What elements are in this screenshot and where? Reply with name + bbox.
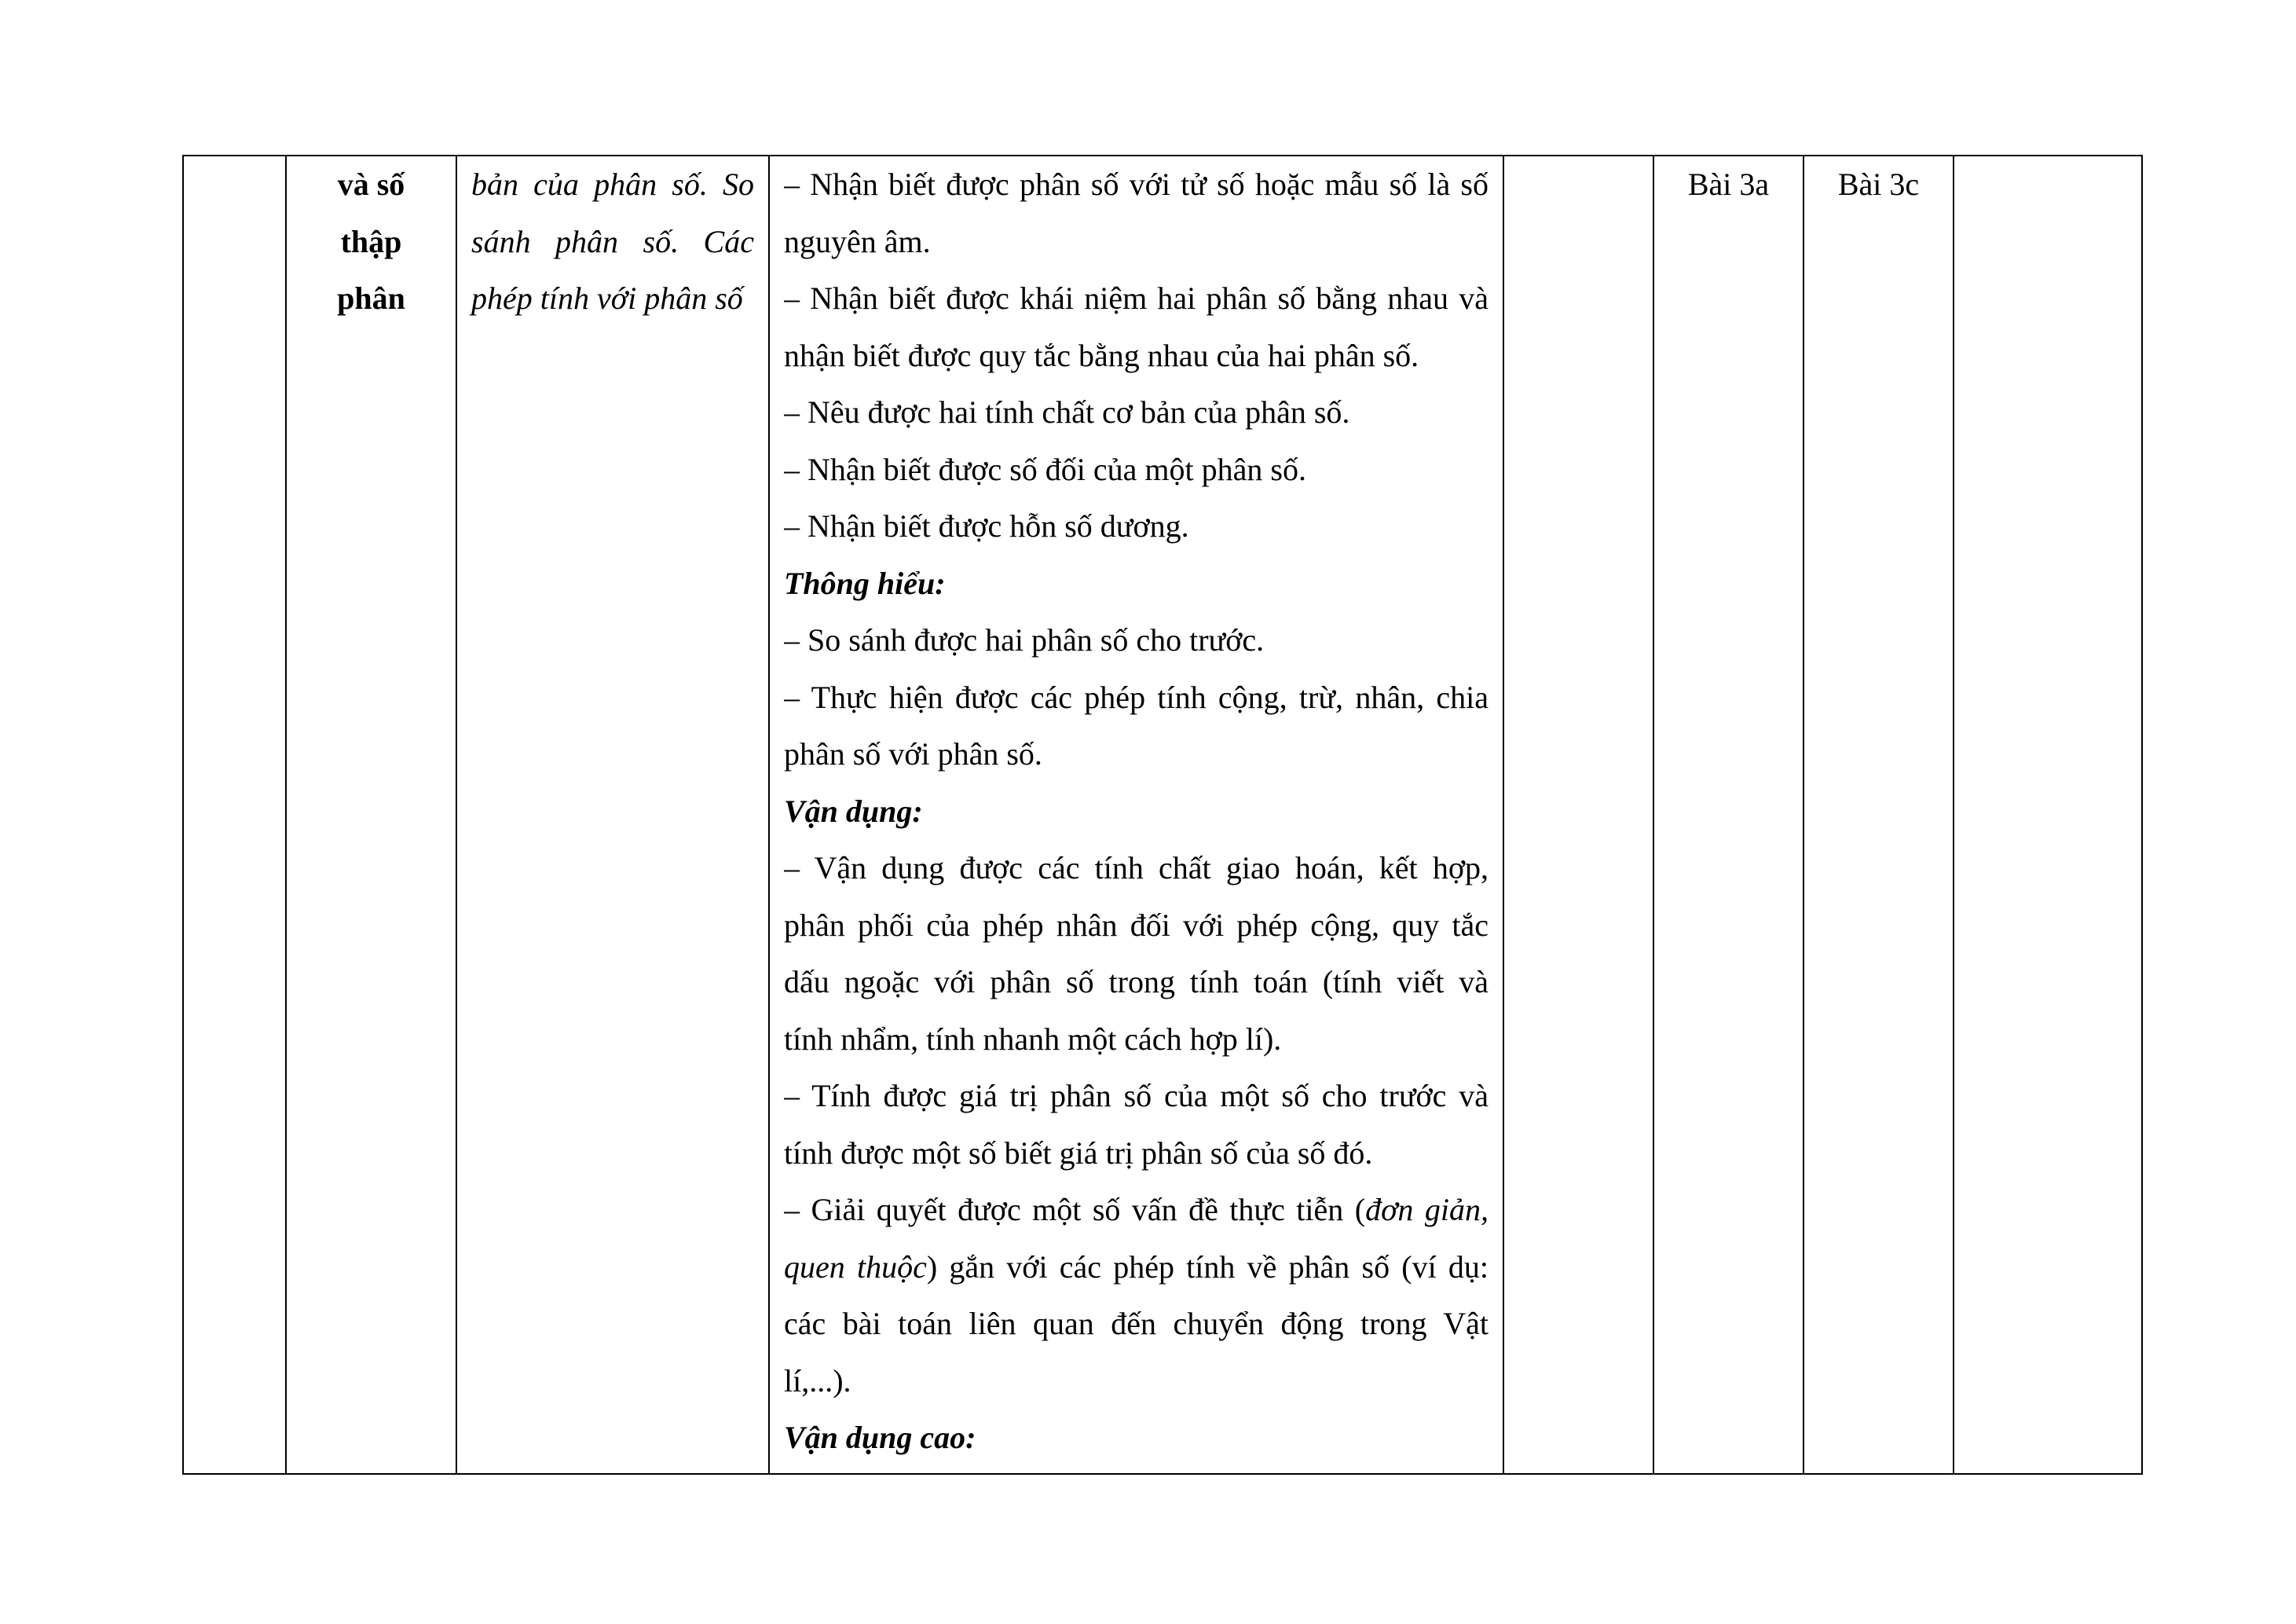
italic-fragment: quen thuộc (784, 1248, 927, 1285)
requirement-line: phân số với phân số. (784, 736, 1042, 772)
criteria-table (182, 155, 2143, 1475)
level-heading: Vận dụng: (784, 793, 923, 829)
requirement-line (784, 1182, 1489, 1239)
italic-fragment: đơn giản, (1365, 1192, 1489, 1227)
requirement-line: dấu ngoặc với phân số trong tính toán (tính viết và (784, 964, 1489, 999)
topic-line: thập (340, 223, 402, 259)
requirement-line: – Nhận biết được hỗn số dương. (784, 508, 1189, 544)
content-line: phép tính với phân số (471, 280, 743, 316)
cell-recognition (1503, 156, 1653, 1474)
text-fragment: ) gắn với các phép tính về phân số (ví dụ: (926, 1248, 1489, 1285)
cell-topic (286, 156, 456, 1474)
topic-line: và số (337, 167, 405, 202)
requirement-line: lí,...). (784, 1362, 851, 1399)
requirement-line: – Vận dụng được các tính chất giao hoán, kết hợp, (784, 850, 1489, 885)
requirement-line: – Thực hiện được các phép tính cộng, trừ, nhân, chia (784, 679, 1489, 715)
requirement-line (784, 1239, 1489, 1296)
requirement-line: các bài toán liên quan đến chuyển động trong Vật (784, 1306, 1489, 1341)
requirement-line: nhận biết được quy tắc bằng nhau của hai phân số. (784, 337, 1419, 373)
requirement-line: – So sánh được hai phân số cho trước. (784, 622, 1265, 658)
requirement-line: phân phối của phép nhân đối với phép cộng, quy tắc (784, 907, 1489, 943)
level-heading: Vận dụng cao: (784, 1420, 976, 1455)
cell-application: Bài 3c (1803, 156, 1954, 1474)
cell-high-application (1954, 156, 2142, 1474)
level-heading: Thông hiểu: (784, 565, 946, 601)
requirement-line: – Nhận biết được khái niệm hai phân số bằng nhau và (784, 280, 1489, 316)
requirement-line: – Nêu được hai tính chất cơ bản của phân số. (784, 394, 1350, 430)
requirement-line: tính được một số biết giá trị phân số của số đó. (784, 1135, 1373, 1171)
topic-line: phân (337, 280, 405, 316)
table-row (183, 156, 2142, 1474)
content-line: bản của phân số. So (471, 167, 754, 202)
cell-index (183, 156, 286, 1474)
content-line: sánh phân số. Các (471, 223, 754, 259)
cell-requirements (769, 156, 1503, 1474)
requirement-line: – Nhận biết được phân số với tử số hoặc mẫu số là số (784, 167, 1489, 202)
text-fragment: – Giải quyết được một số vấn đề thực tiễn ( (784, 1192, 1366, 1227)
cell-content (456, 156, 769, 1474)
requirement-line: – Tính được giá trị phân số của một số cho trước và (784, 1078, 1489, 1113)
cell-understanding: Bài 3a (1653, 156, 1803, 1474)
requirement-line: nguyên âm. (784, 223, 931, 259)
requirement-line: tính nhẩm, tính nhanh một cách hợp lí). (784, 1021, 1282, 1057)
requirement-line: – Nhận biết được số đối của một phân số. (784, 451, 1306, 487)
